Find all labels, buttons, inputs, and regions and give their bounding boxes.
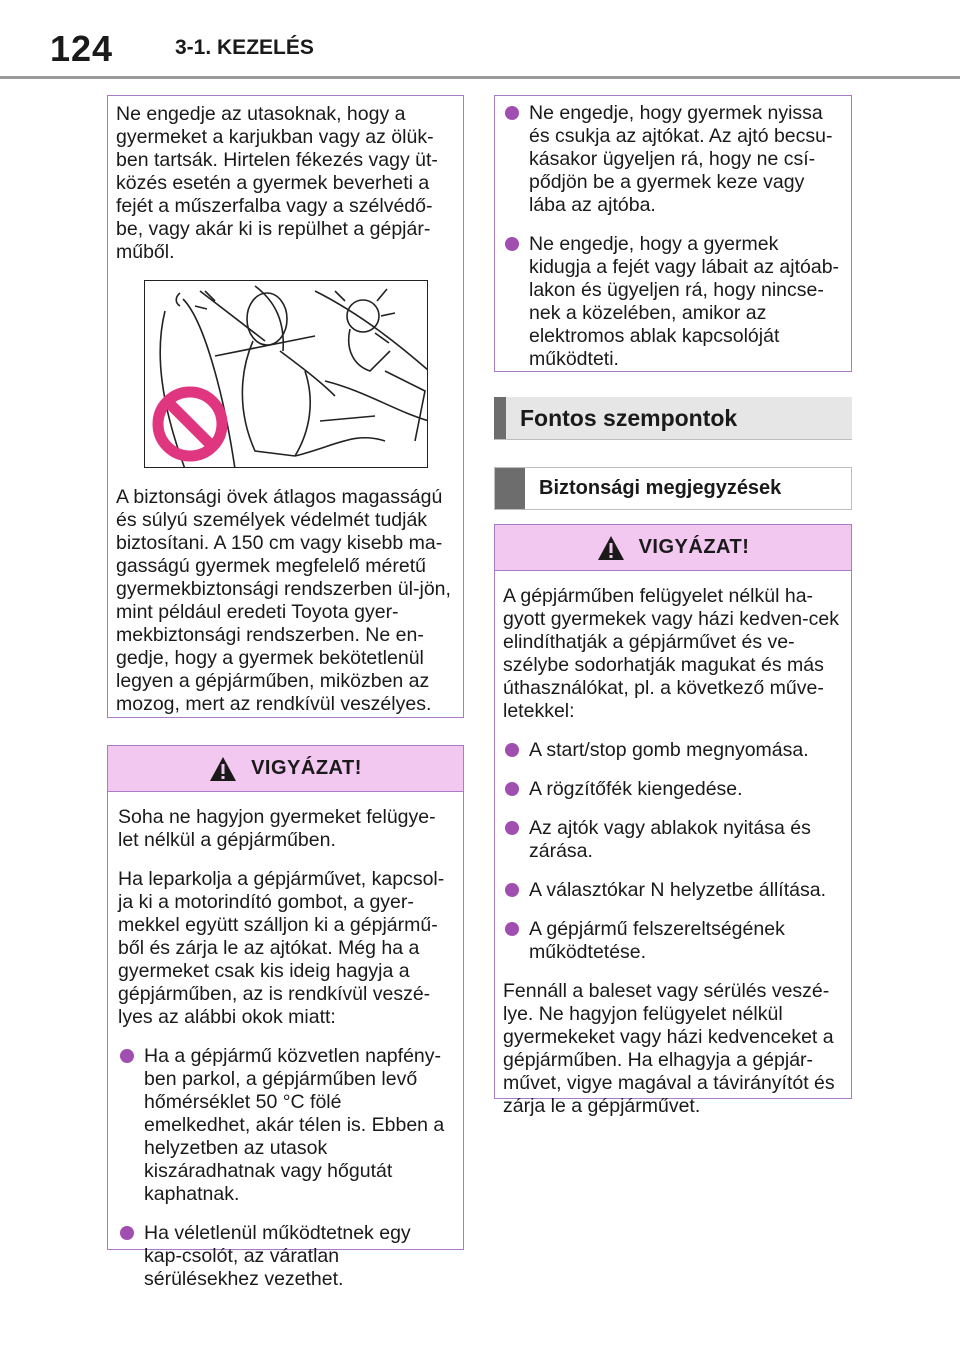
list-item-text: A rögzítőfék kiengedése. [529, 778, 743, 800]
bullet-icon [505, 922, 519, 936]
warning-triangle-icon [597, 535, 625, 561]
list-item [503, 739, 841, 762]
warning-triangle-icon [209, 756, 237, 782]
list-item-text: Ha a gépjármű közvetlen napfény-ben parkol, a gépjárműben levő hőmérséklet 50 °C fölé emelkedhet, akár télen is. Ebben a helyzetben az utasok kiszáradhatnak vagy hőgutát kaphatnak. [144, 1045, 445, 1205]
list-item [118, 1222, 453, 1291]
warning-title: VIGYÁZAT! [638, 536, 750, 558]
heading-text: Fontos szempontok [520, 404, 738, 431]
warning-paragraph: Fennáll a baleset vagy sérülés veszé-lye. Ne hagyjon felügyelet nélkül gyermekeket vagy házi kedvenceket a gépjárműben. Ha elhagyja a gépjár-művet, vigye magával a távirányítót és zárja le a gépjárművet. [503, 980, 835, 1117]
illustration-child-on-lap [144, 280, 428, 468]
list-item [503, 817, 841, 863]
warning-header [495, 525, 851, 571]
info-box-right [494, 95, 852, 372]
warning-paragraph: A gépjárműben felügyelet nélkül ha-gyott gyermekek vagy házi kedven-cek elindíthatják a gépjárművet és ve-szélybe sodorhatják magukat és más úthasználókat, pl. a következő műve-letekkel: [503, 585, 839, 722]
heading-tab [494, 397, 506, 439]
list-item-text: Ne engedje, hogy gyermek nyissa és csukja az ajtókat. Az ajtó becsu-kásakor ügyeljen rá, hogy ne csí-pődjön be a gyermek keze vagy lába az ajtóba. [529, 102, 833, 216]
bullet-icon [505, 883, 519, 897]
subsection-heading [494, 467, 852, 510]
child-on-lap-drawing [145, 281, 428, 468]
bullet-icon [505, 237, 519, 251]
info-paragraph: Ne engedje az utasoknak, hogy a gyermeket a karjukban vagy az ölük-ben tartsák. Hirtelen fékezés vagy üt-közés esetén a gyermek beverheti a fejét a műszerfalba vagy a szélvédő-be, vagy akár ki is repülhet a gépjár-műből. [116, 103, 438, 263]
bullet-icon [505, 106, 519, 120]
bullet-icon [505, 782, 519, 796]
info-box-left [107, 95, 464, 718]
list-item [503, 778, 841, 801]
list-item [503, 879, 841, 902]
list-item-text: Az ajtók vagy ablakok nyitása és zárása. [529, 817, 811, 862]
list-item-text: A start/stop gomb megnyomása. [529, 739, 809, 761]
warning-paragraph: Ha leparkolja a gépjárművet, kapcsol-ja ki a motorindító gombot, a gyer-mekkel együtt szálljon ki a gépjármű-ből és zárja le az ajtókat. Még ha a gyermeket csak kis ideig hagyja a gépjárműben, az is rendkívül veszé-lyes az alábbi okok miatt: [118, 868, 445, 1028]
list-item [118, 1045, 453, 1206]
section-title: 3-1. KEZELÉS [175, 36, 314, 59]
section-heading [494, 397, 852, 440]
warning-box-right [494, 524, 852, 1117]
list-item-text: A választókar N helyzetbe állítása. [529, 879, 826, 901]
list-item-text: Ne engedje, hogy a gyermek kidugja a fejét vagy lábait az ajtóab-lakon és ügyeljen rá, hogy nincse-nek a közelében, amikor az elektromos ablak kapcsolóját működteti. [529, 233, 840, 370]
warning-header [108, 746, 463, 792]
header-divider [0, 76, 960, 79]
bullet-icon [505, 821, 519, 835]
list-item [503, 102, 841, 217]
info-paragraph: A biztonsági övek átlagos magasságú és súlyú személyek védelmét tudják biztosítani. A 150 cm vagy kisebb ma-gasságú gyermek megfelelő méretű gyermekbiztonsági rendszerben ül-jön, mint például eredeti Toyota gyer-mekbiztonsági rendszerben. Ne en-gedje, hogy a gyermek bekötetlenül legyen a gépjárműben, miközben az mozog, mert az rendkívül veszélyes. [116, 486, 451, 715]
bullet-icon [120, 1226, 134, 1240]
bullet-icon [120, 1049, 134, 1063]
bullet-icon [505, 743, 519, 757]
warning-paragraph: Soha ne hagyjon gyermeket felügye-let nélkül a gépjárműben. [118, 806, 436, 851]
page-number: 124 [50, 28, 114, 69]
subheading-tab [495, 468, 525, 509]
warning-title: VIGYÁZAT! [251, 757, 362, 779]
list-item-text: A gépjármű felszereltségének működtetése. [529, 918, 785, 963]
warning-box-left [107, 745, 464, 1290]
subheading-text: Biztonsági megjegyzések [539, 477, 782, 499]
list-item [503, 233, 841, 371]
page-header [0, 0, 960, 80]
list-item-text: Ha véletlenül működtetnek egy kap-csolót, az váratlan sérülésekhez vezethet. [144, 1222, 411, 1290]
list-item [503, 918, 841, 964]
